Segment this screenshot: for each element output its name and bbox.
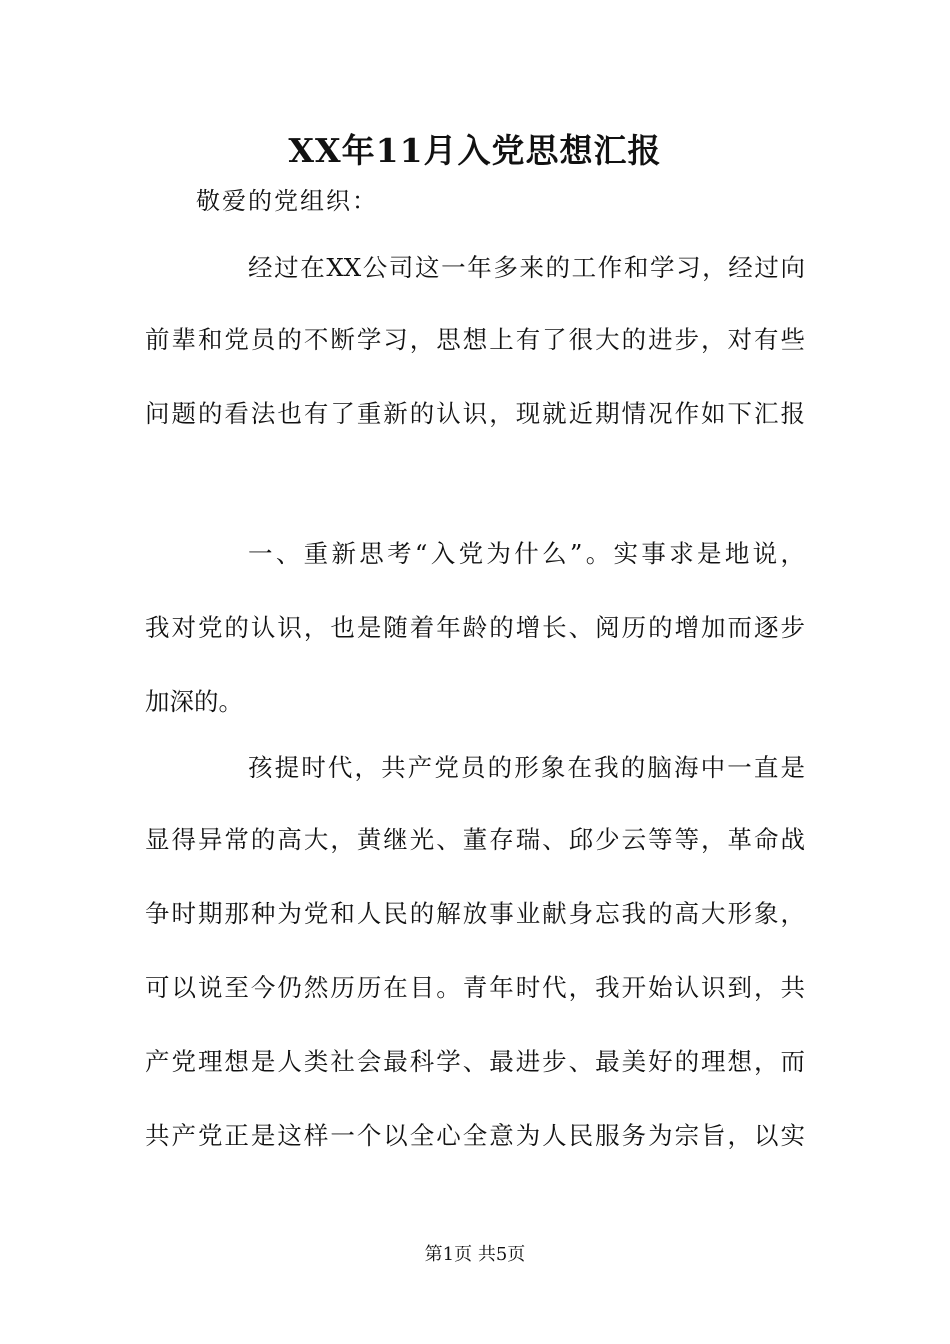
paragraph-line: 前辈和党员的不断学习，思想上有了很大的进步，对有些 <box>145 325 805 354</box>
paragraph-line: 可以说至今仍然历历在目。青年时代，我开始认识到，共 <box>145 973 805 1002</box>
paragraph-line: 孩提时代，共产党员的形象在我的脑海中一直是 <box>248 753 805 782</box>
paragraph-line: 显得异常的高大，黄继光、董存瑞、邱少云等等，革命战 <box>145 825 805 854</box>
paragraph-line: 一、重新思考“入党为什么”。实事求是地说， <box>248 539 805 568</box>
paragraph-line: 我对党的认识，也是随着年龄的增长、阅历的增加而逐步 <box>145 613 805 642</box>
paragraph-line: 加深的。 <box>145 687 243 716</box>
page-footer: 第1页 共5页 <box>424 1244 526 1265</box>
document-title: XX年11月入党思想汇报 <box>288 131 662 170</box>
salutation: 敬爱的党组织： <box>196 187 378 215</box>
paragraph-line: 问题的看法也有了重新的认识，现就近期情况作如下汇报 <box>145 399 805 428</box>
paragraph-line: 经过在XX公司这一年多来的工作和学习，经过向 <box>248 253 805 282</box>
paragraph-line: 产党理想是人类社会最科学、最进步、最美好的理想，而 <box>145 1047 805 1076</box>
paragraph-line: 争时期那种为党和人民的解放事业献身忘我的高大形象， <box>145 899 805 928</box>
paragraph-line: 共产党正是这样一个以全心全意为人民服务为宗旨，以实 <box>145 1121 805 1150</box>
